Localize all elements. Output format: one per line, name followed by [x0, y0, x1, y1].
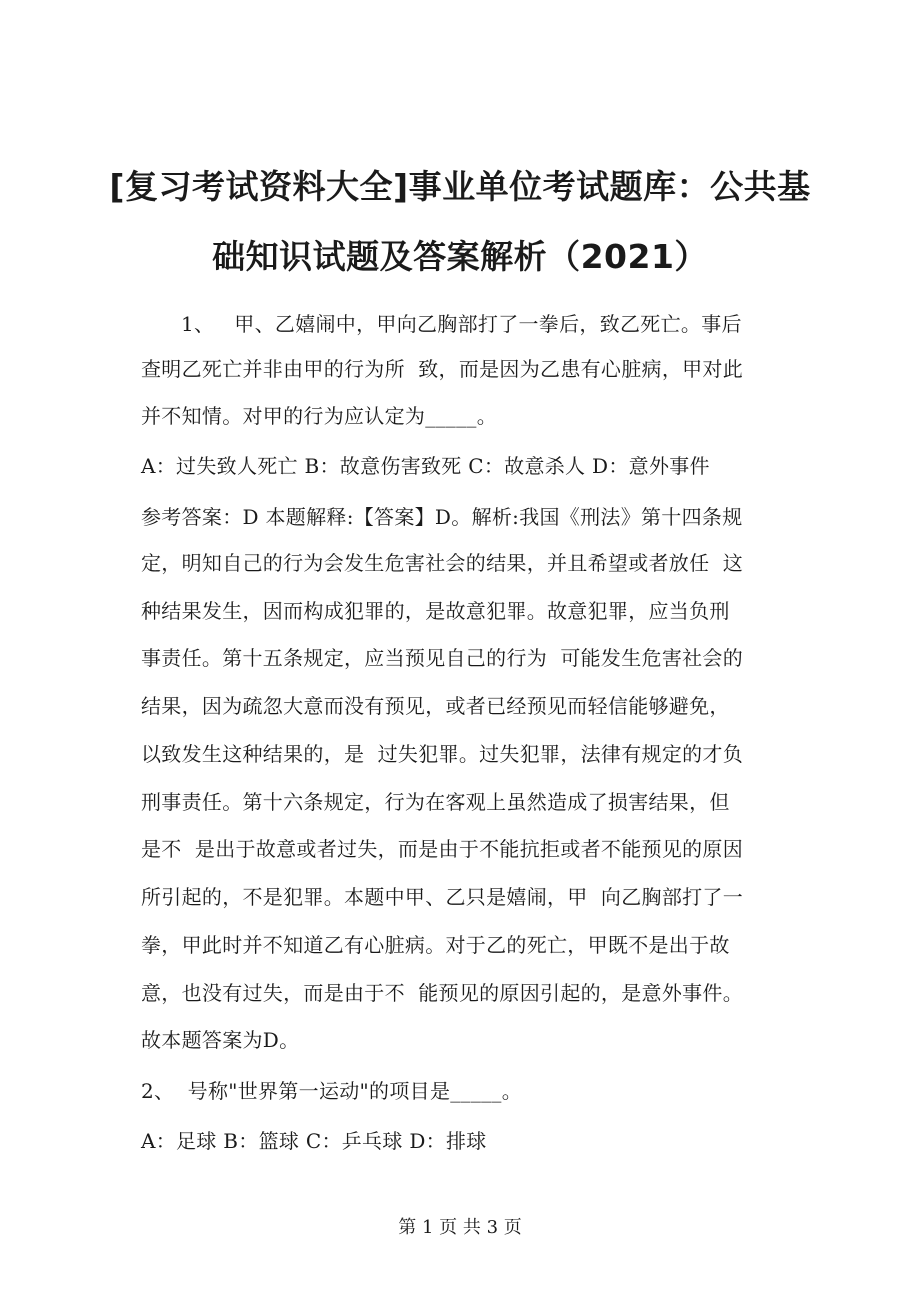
question-1-answer-line: 事责任。第十五条规定，应当预见自己的行为 可能发生危害社会的	[141, 646, 744, 670]
question-1-stem-line: 1、 甲、乙嬉闹中，甲向乙胸部打了一拳后，致乙死亡。事后	[181, 312, 742, 336]
question-1-answer-line: 以致发生这种结果的，是 过失犯罪。过失犯罪，法律有规定的才负	[141, 742, 744, 766]
question-1-answer-line: 定，明知自己的行为会发生危害社会的结果，并且希望或者放任 这	[141, 551, 744, 575]
page-footer: 第 1 页 共 3 页	[398, 1217, 522, 1238]
question-1-stem-line: 并不知情。对甲的行为应认定为_____。	[141, 404, 497, 428]
question-1-answer-line: 刑事责任。第十六条规定，行为在客观上虽然造成了损害结果，但	[141, 790, 730, 814]
question-1-answer-line: 结果，因为疏忽大意而没有预见，或者已经预见而轻信能够避免，	[141, 694, 730, 718]
document-title-line-2: 础知识试题及答案解析（2021）	[212, 237, 708, 276]
question-1-answer-line: 意，也没有过失，而是由于不 能预见的原因引起的，是意外事件。	[141, 981, 744, 1005]
question-1-answer-line: 拳，甲此时并不知道乙有心脏病。对于乙的死亡，甲既不是出于故	[141, 933, 730, 957]
question-2-stem: 2、 号称"世界第一运动"的项目是_____。	[141, 1079, 523, 1103]
question-2-options: A：足球 B：篮球 C：乒乓球 D：排球	[141, 1129, 487, 1153]
document-title-line-1: [复习考试资料大全]事业单位考试题库：公共基	[109, 167, 811, 206]
question-1-answer-line: 种结果发生，因而构成犯罪的，是故意犯罪。故意犯罪，应当负刑	[141, 599, 730, 623]
question-1-stem-line: 查明乙死亡并非由甲的行为所 致，而是因为乙患有心脏病，甲对此	[141, 357, 744, 381]
question-1-answer-line: 故本题答案为D。	[141, 1028, 300, 1052]
question-1-answer-line: 所引起的，不是犯罪。本题中甲、乙只是嬉闹，甲 向乙胸部打了一	[141, 885, 744, 909]
question-1-answer-line: 参考答案：D 本题解释:【答案】D。解析:我国《刑法》第十四条规	[141, 505, 743, 529]
question-1-answer-line: 是不 是出于故意或者过失，而是由于不能抗拒或者不能预见的原因	[141, 837, 744, 861]
question-1-options: A：过失致人死亡 B：故意伤害致死 C：故意杀人 D：意外事件	[141, 454, 710, 478]
